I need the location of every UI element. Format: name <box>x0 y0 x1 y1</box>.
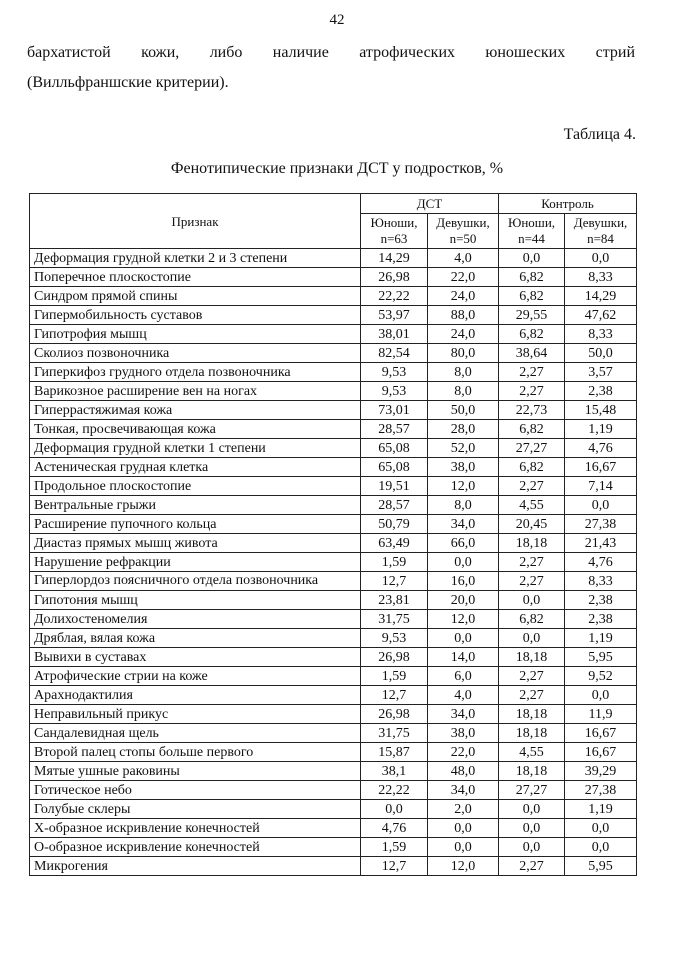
feature-name-cell: Неправильный прикус <box>30 705 361 724</box>
value-cell-control-girls: 15,48 <box>565 401 637 420</box>
value-cell-dst-boys: 53,97 <box>361 306 428 325</box>
table-body <box>30 249 637 876</box>
value-cell-dst-girls: 4,0 <box>428 249 499 268</box>
value-cell-control-boys: 2,27 <box>499 572 565 591</box>
value-cell-control-girls: 47,62 <box>565 306 637 325</box>
feature-name-cell: Второй палец стопы больше первого <box>30 743 361 762</box>
value-cell-dst-girls: 88,0 <box>428 306 499 325</box>
value-cell-control-girls: 0,0 <box>565 838 637 857</box>
table-row <box>30 819 637 838</box>
value-cell-dst-girls: 0,0 <box>428 553 499 572</box>
table-row <box>30 743 637 762</box>
value-cell-control-girls: 2,38 <box>565 591 637 610</box>
value-cell-control-girls: 1,19 <box>565 800 637 819</box>
value-cell-dst-boys: 9,53 <box>361 363 428 382</box>
value-cell-control-girls: 8,33 <box>565 268 637 287</box>
value-cell-dst-boys: 22,22 <box>361 781 428 800</box>
feature-name-cell: Гиперкифоз грудного отдела позвоночника <box>30 363 361 382</box>
table-row <box>30 610 637 629</box>
value-cell-dst-boys: 4,76 <box>361 819 428 838</box>
table-row <box>30 800 637 819</box>
value-cell-dst-girls: 50,0 <box>428 401 499 420</box>
value-cell-control-boys: 22,73 <box>499 401 565 420</box>
table-row <box>30 591 637 610</box>
sub-header-control-girls: Девушки, n=84 <box>565 214 637 249</box>
value-cell-dst-girls: 80,0 <box>428 344 499 363</box>
value-cell-control-girls: 39,29 <box>565 762 637 781</box>
table-row <box>30 458 637 477</box>
table-row <box>30 287 637 306</box>
value-cell-control-girls: 8,33 <box>565 572 637 591</box>
feature-name-cell: Готическое небо <box>30 781 361 800</box>
value-cell-dst-girls: 22,0 <box>428 268 499 287</box>
feature-name-cell: О-образное искривление конечностей <box>30 838 361 857</box>
group-header-dst: ДСТ <box>361 194 499 214</box>
feature-name-cell: Нарушение рефракции <box>30 553 361 572</box>
table-row <box>30 439 637 458</box>
value-cell-control-girls: 7,14 <box>565 477 637 496</box>
value-cell-control-boys: 0,0 <box>499 249 565 268</box>
feature-name-cell: Сандалевидная щель <box>30 724 361 743</box>
value-cell-dst-boys: 65,08 <box>361 439 428 458</box>
feature-name-cell: Арахнодактилия <box>30 686 361 705</box>
value-cell-dst-girls: 24,0 <box>428 325 499 344</box>
value-cell-dst-girls: 14,0 <box>428 648 499 667</box>
feature-name-cell: Гиперрастяжимая кожа <box>30 401 361 420</box>
value-cell-control-boys: 6,82 <box>499 268 565 287</box>
value-cell-control-girls: 16,67 <box>565 743 637 762</box>
table-row <box>30 724 637 743</box>
value-cell-dst-boys: 28,57 <box>361 420 428 439</box>
value-cell-dst-boys: 50,79 <box>361 515 428 534</box>
value-cell-control-boys: 0,0 <box>499 838 565 857</box>
value-cell-dst-girls: 4,0 <box>428 686 499 705</box>
value-cell-dst-boys: 1,59 <box>361 838 428 857</box>
value-cell-control-girls: 16,67 <box>565 458 637 477</box>
table-row <box>30 477 637 496</box>
table-row <box>30 705 637 724</box>
value-cell-control-girls: 9,52 <box>565 667 637 686</box>
value-cell-control-boys: 18,18 <box>499 648 565 667</box>
feature-name-cell: Варикозное расширение вен на ногах <box>30 382 361 401</box>
value-cell-control-boys: 6,82 <box>499 420 565 439</box>
value-cell-dst-girls: 8,0 <box>428 496 499 515</box>
table-row <box>30 781 637 800</box>
value-cell-dst-girls: 34,0 <box>428 781 499 800</box>
table-row <box>30 762 637 781</box>
value-cell-dst-boys: 73,01 <box>361 401 428 420</box>
value-cell-control-boys: 2,27 <box>499 667 565 686</box>
value-cell-dst-boys: 26,98 <box>361 648 428 667</box>
value-cell-control-girls: 5,95 <box>565 648 637 667</box>
value-cell-dst-boys: 65,08 <box>361 458 428 477</box>
value-cell-control-boys: 18,18 <box>499 762 565 781</box>
table-caption: Фенотипические признаки ДСТ у подростков, % <box>170 160 504 177</box>
feature-name-cell: Деформация грудной клетки 2 и 3 степени <box>30 249 361 268</box>
value-cell-control-girls: 8,33 <box>565 325 637 344</box>
feature-name-cell: Тонкая, просвечивающая кожа <box>30 420 361 439</box>
value-cell-dst-boys: 1,59 <box>361 667 428 686</box>
value-cell-control-boys: 27,27 <box>499 439 565 458</box>
value-cell-control-girls: 1,19 <box>565 629 637 648</box>
value-cell-control-girls: 1,19 <box>565 420 637 439</box>
value-cell-dst-boys: 28,57 <box>361 496 428 515</box>
feature-name-cell: Сколиоз позвоночника <box>30 344 361 363</box>
value-cell-dst-girls: 8,0 <box>428 382 499 401</box>
value-cell-control-boys: 18,18 <box>499 705 565 724</box>
value-cell-dst-boys: 63,49 <box>361 534 428 553</box>
table-row <box>30 572 637 591</box>
phenotype-table <box>29 193 637 876</box>
value-cell-dst-girls: 22,0 <box>428 743 499 762</box>
value-cell-control-girls: 4,76 <box>565 553 637 572</box>
value-cell-dst-boys: 15,87 <box>361 743 428 762</box>
feature-name-cell: Диастаз прямых мышц живота <box>30 534 361 553</box>
page-number: 42 <box>329 12 345 28</box>
value-cell-control-girls: 4,76 <box>565 439 637 458</box>
value-cell-control-boys: 2,27 <box>499 477 565 496</box>
paragraph-line-2: (Вилльфраншские критерии). <box>27 74 229 91</box>
value-cell-dst-girls: 12,0 <box>428 610 499 629</box>
value-cell-control-boys: 4,55 <box>499 496 565 515</box>
sub-header-dst-boys: Юноши, n=63 <box>361 214 428 249</box>
group-header-control: Контроль <box>499 194 637 214</box>
value-cell-control-boys: 0,0 <box>499 819 565 838</box>
table-row <box>30 249 637 268</box>
value-cell-dst-boys: 23,81 <box>361 591 428 610</box>
value-cell-control-girls: 0,0 <box>565 496 637 515</box>
table-row <box>30 363 637 382</box>
value-cell-control-girls: 2,38 <box>565 382 637 401</box>
value-cell-control-girls: 11,9 <box>565 705 637 724</box>
value-cell-dst-boys: 31,75 <box>361 724 428 743</box>
value-cell-dst-boys: 26,98 <box>361 705 428 724</box>
value-cell-dst-boys: 26,98 <box>361 268 428 287</box>
value-cell-dst-girls: 6,0 <box>428 667 499 686</box>
value-cell-dst-boys: 22,22 <box>361 287 428 306</box>
value-cell-control-boys: 0,0 <box>499 591 565 610</box>
value-cell-dst-boys: 9,53 <box>361 629 428 648</box>
feature-name-cell: Х-образное искривление конечностей <box>30 819 361 838</box>
value-cell-dst-boys: 31,75 <box>361 610 428 629</box>
value-cell-dst-girls: 34,0 <box>428 705 499 724</box>
value-cell-dst-boys: 19,51 <box>361 477 428 496</box>
sub-header-control-boys: Юноши, n=44 <box>499 214 565 249</box>
feature-name-cell: Вентральные грыжи <box>30 496 361 515</box>
feature-name-cell: Долихостеномелия <box>30 610 361 629</box>
table-number: Таблица 4. <box>563 126 636 143</box>
value-cell-control-boys: 2,27 <box>499 686 565 705</box>
value-cell-control-girls: 27,38 <box>565 515 637 534</box>
table-row <box>30 306 637 325</box>
feature-name-cell: Дряблая, вялая кожа <box>30 629 361 648</box>
feature-name-cell: Продольное плоскостопие <box>30 477 361 496</box>
value-cell-dst-girls: 38,0 <box>428 724 499 743</box>
table-row <box>30 553 637 572</box>
table-row <box>30 382 637 401</box>
value-cell-control-boys: 18,18 <box>499 724 565 743</box>
value-cell-control-girls: 0,0 <box>565 686 637 705</box>
feature-name-cell: Гипотония мышц <box>30 591 361 610</box>
table-row <box>30 648 637 667</box>
value-cell-dst-boys: 82,54 <box>361 344 428 363</box>
sub-header-dst-girls: Девушки, n=50 <box>428 214 499 249</box>
value-cell-dst-boys: 12,7 <box>361 857 428 876</box>
table-row <box>30 686 637 705</box>
value-cell-dst-girls: 0,0 <box>428 819 499 838</box>
value-cell-dst-boys: 1,59 <box>361 553 428 572</box>
table-row <box>30 515 637 534</box>
table-row <box>30 401 637 420</box>
feature-name-cell: Синдром прямой спины <box>30 287 361 306</box>
value-cell-control-boys: 0,0 <box>499 800 565 819</box>
value-cell-control-boys: 6,82 <box>499 610 565 629</box>
value-cell-control-boys: 4,55 <box>499 743 565 762</box>
value-cell-dst-girls: 52,0 <box>428 439 499 458</box>
value-cell-dst-girls: 66,0 <box>428 534 499 553</box>
value-cell-control-boys: 38,64 <box>499 344 565 363</box>
value-cell-control-boys: 2,27 <box>499 363 565 382</box>
value-cell-dst-girls: 0,0 <box>428 838 499 857</box>
value-cell-control-girls: 0,0 <box>565 819 637 838</box>
feature-name-cell: Расширение пупочного кольца <box>30 515 361 534</box>
table-row <box>30 268 637 287</box>
table-row <box>30 420 637 439</box>
value-cell-dst-girls: 20,0 <box>428 591 499 610</box>
table-row <box>30 838 637 857</box>
value-cell-dst-girls: 34,0 <box>428 515 499 534</box>
value-cell-control-boys: 6,82 <box>499 287 565 306</box>
table-row <box>30 857 637 876</box>
value-cell-control-girls: 14,29 <box>565 287 637 306</box>
feature-name-cell: Астеническая грудная клетка <box>30 458 361 477</box>
table-row <box>30 344 637 363</box>
value-cell-control-boys: 6,82 <box>499 325 565 344</box>
value-cell-dst-girls: 38,0 <box>428 458 499 477</box>
feature-name-cell: Гиперлордоз поясничного отдела позвоночника <box>30 572 361 591</box>
feature-name-cell: Вывихи в суставах <box>30 648 361 667</box>
value-cell-control-girls: 0,0 <box>565 249 637 268</box>
feature-column-header: Признак <box>30 194 361 249</box>
value-cell-control-boys: 27,27 <box>499 781 565 800</box>
value-cell-dst-girls: 8,0 <box>428 363 499 382</box>
value-cell-control-boys: 18,18 <box>499 534 565 553</box>
value-cell-control-boys: 2,27 <box>499 857 565 876</box>
value-cell-control-boys: 0,0 <box>499 629 565 648</box>
value-cell-dst-girls: 24,0 <box>428 287 499 306</box>
value-cell-control-boys: 20,45 <box>499 515 565 534</box>
feature-name-cell: Деформация грудной клетки 1 степени <box>30 439 361 458</box>
value-cell-dst-girls: 12,0 <box>428 857 499 876</box>
value-cell-dst-girls: 16,0 <box>428 572 499 591</box>
feature-name-cell: Гипермобильность суставов <box>30 306 361 325</box>
feature-name-cell: Микрогения <box>30 857 361 876</box>
table-row <box>30 629 637 648</box>
value-cell-control-girls: 50,0 <box>565 344 637 363</box>
paragraph-line-1: бархатистой кожи, либо наличие атрофических юношеских стрий <box>27 44 635 61</box>
value-cell-dst-boys: 12,7 <box>361 572 428 591</box>
feature-name-cell: Поперечное плоскостопие <box>30 268 361 287</box>
value-cell-dst-boys: 12,7 <box>361 686 428 705</box>
value-cell-control-boys: 29,55 <box>499 306 565 325</box>
feature-name-cell: Мятые ушные раковины <box>30 762 361 781</box>
feature-name-cell: Гипотрофия мышц <box>30 325 361 344</box>
value-cell-dst-boys: 9,53 <box>361 382 428 401</box>
value-cell-dst-girls: 0,0 <box>428 629 499 648</box>
feature-name-cell: Голубые склеры <box>30 800 361 819</box>
value-cell-control-girls: 27,38 <box>565 781 637 800</box>
value-cell-control-boys: 2,27 <box>499 553 565 572</box>
value-cell-control-boys: 2,27 <box>499 382 565 401</box>
value-cell-control-girls: 21,43 <box>565 534 637 553</box>
value-cell-control-girls: 16,67 <box>565 724 637 743</box>
value-cell-control-girls: 5,95 <box>565 857 637 876</box>
value-cell-dst-boys: 38,01 <box>361 325 428 344</box>
table-row <box>30 496 637 515</box>
value-cell-dst-girls: 48,0 <box>428 762 499 781</box>
value-cell-dst-girls: 28,0 <box>428 420 499 439</box>
value-cell-dst-boys: 0,0 <box>361 800 428 819</box>
value-cell-control-girls: 3,57 <box>565 363 637 382</box>
value-cell-dst-girls: 12,0 <box>428 477 499 496</box>
table-row <box>30 667 637 686</box>
value-cell-dst-boys: 38,1 <box>361 762 428 781</box>
table-row <box>30 325 637 344</box>
value-cell-dst-girls: 2,0 <box>428 800 499 819</box>
value-cell-control-boys: 6,82 <box>499 458 565 477</box>
feature-name-cell: Атрофические стрии на коже <box>30 667 361 686</box>
value-cell-control-girls: 2,38 <box>565 610 637 629</box>
table-row <box>30 534 637 553</box>
value-cell-dst-boys: 14,29 <box>361 249 428 268</box>
